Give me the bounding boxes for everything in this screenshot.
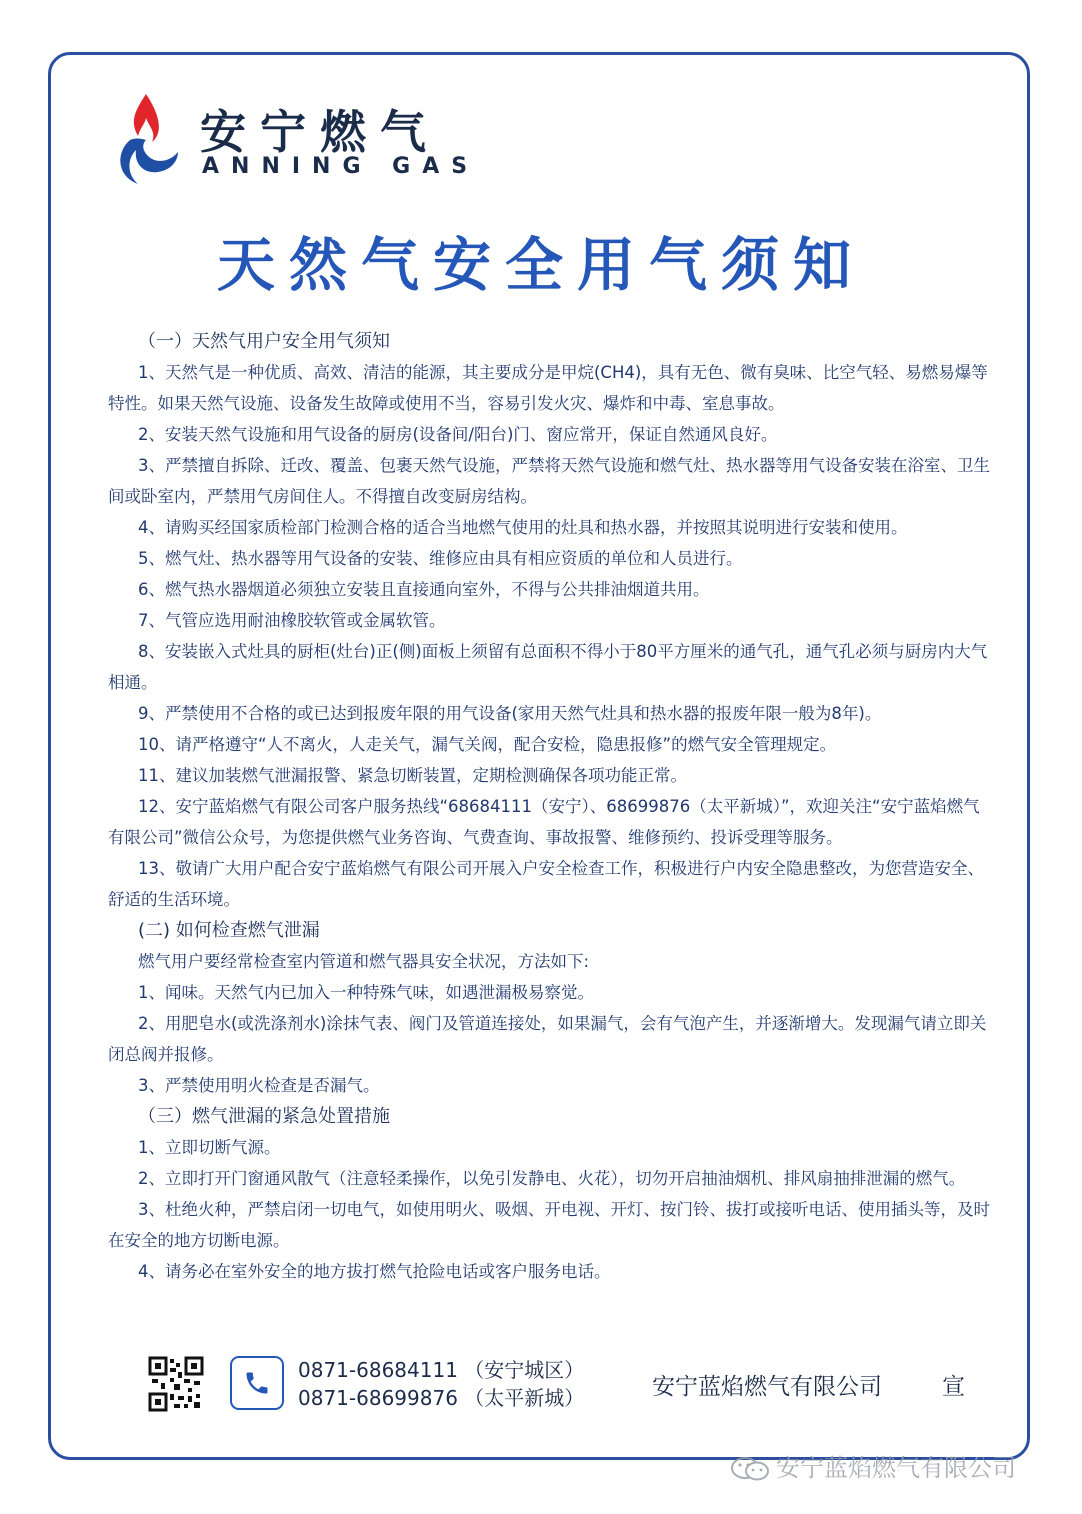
section-paragraph: 12、安宁蓝焰燃气有限公司客户服务热线“68684111（安宁）、68699876（太平新城）”，欢迎关注“安宁蓝焰燃气有限公司”微信公众号，为您提供燃气业务咨询、气费查询、事故报警、维修预约、投诉受理等服务。 <box>108 797 980 847</box>
section-paragraph: 7、气管应选用耐油橡胶软管或金属软管。 <box>138 611 446 630</box>
section-paragraph: 4、请务必在室外安全的地方拔打燃气抢险电话或客户服务电话。 <box>138 1262 611 1281</box>
section-paragraph: 13、敬请广大用户配合安宁蓝焰燃气有限公司开展入户安全检查工作，积极进行户内安全隐患整改，为您营造安全、舒适的生活环境。 <box>108 859 984 909</box>
hotline-number[interactable]: 0871-68684111 <box>298 1358 458 1382</box>
wechat-watermark <box>730 1448 1016 1483</box>
section-paragraph: 3、杜绝火种，严禁启闭一切电气，如使用明火、吸烟、开电视、开灯、按门铃、拔打或接听电话、使用插头等，及时在安全的地方切断电源。 <box>108 1200 990 1250</box>
watermark-text: 安宁蓝焰燃气有限公司 <box>776 1454 1016 1482</box>
section-heading: （三）燃气泄漏的紧急处置措施 <box>138 1106 390 1127</box>
section-heading: (二) 如何检查燃气泄漏 <box>138 920 320 941</box>
qr-code-icon[interactable] <box>148 1356 204 1412</box>
flame-logo-icon <box>112 90 182 190</box>
section-paragraph: 8、安装嵌入式灶具的厨柜(灶台)正(侧)面板上须留有总面积不得小于80平方厘米的通气孔，通气孔必须与厨房内大气相通。 <box>108 642 988 692</box>
section-paragraph: 1、天然气是一种优质、高效、清洁的能源，其主要成分是甲烷(CH4)，具有无色、微有臭味、比空气轻、易燃易爆等特性。如果天然气设施、设备发生故障或使用不当，容易引发火灾、爆炸和中毒、室息事故。 <box>108 363 988 413</box>
phone-icon <box>243 1369 271 1397</box>
section-paragraph: 燃气用户要经常检查室内管道和燃气器具安全状况，方法如下: <box>138 952 590 971</box>
section-paragraph: 2、用肥皂水(或洗涤剂水)涂抹气表、阀门及管道连接处，如果漏气，会有气泡产生，并逐渐增大。发现漏气请立即关闭总阀并报修。 <box>108 1014 987 1064</box>
hotline-list <box>298 1356 584 1412</box>
section-paragraph: 5、燃气灶、热水器等用气设备的安装、维修应由具有相应资质的单位和人员进行。 <box>138 549 743 568</box>
hotline-number[interactable]: 0871-68699876 <box>298 1386 458 1410</box>
notice-content <box>108 326 992 1287</box>
section-paragraph: 1、闻味。天然气内已加入一种特殊气味，如遇泄漏极易察觉。 <box>138 983 594 1002</box>
company-logo <box>112 90 492 190</box>
logo-name-cn: 安宁燃气 <box>200 105 440 159</box>
section-paragraph: 2、安装天然气设施和用气设备的厨房(设备间/阳台)门、窗应常开，保证自然通风良好。 <box>138 425 778 444</box>
logo-name-en: ANNING GAS <box>202 154 480 179</box>
hotline-area: （太平新城） <box>464 1386 585 1410</box>
hotline-area: （安宁城区） <box>464 1358 585 1382</box>
section-paragraph: 9、严禁使用不合格的或已达到报废年限的用气设备(家用天然气灶具和热水器的报废年限一般为8年)。 <box>138 704 882 723</box>
section-paragraph: 3、严禁擅自拆除、迁改、覆盖、包裹天然气设施，严禁将天然气设施和燃气灶、热水器等用气设备安装在浴室、卫生间或卧室内，严禁用气房间住人。不得擅自改变厨房结构。 <box>108 456 990 506</box>
phone-icon-box[interactable] <box>230 1356 284 1410</box>
section-heading: （一）天然气用户安全用气须知 <box>138 331 390 352</box>
section-paragraph: 10、请严格遵守“人不离火，人走关气，漏气关阀，配合安检，隐患报修”的燃气安全管理规定。 <box>138 735 837 754</box>
section-paragraph: 3、严禁使用明火检查是否漏气。 <box>138 1076 380 1095</box>
section-paragraph: 4、请购买经国家质检部门检测合格的适合当地燃气使用的灶具和热水器，并按照其说明进行安装和使用。 <box>138 518 908 537</box>
wechat-icon <box>730 1456 770 1482</box>
section-paragraph: 11、建议加装燃气泄漏报警、紧急切断装置，定期检测确保各项功能正常。 <box>138 766 687 785</box>
section-paragraph: 1、立即切断气源。 <box>138 1138 281 1157</box>
section-paragraph: 2、立即打开门窗通风散气（注意轻柔操作，以免引发静电、火花），切勿开启抽油烟机、排风扇抽排泄漏的燃气。 <box>138 1169 966 1188</box>
company-name: 安宁蓝焰燃气有限公司 <box>652 1374 882 1400</box>
page-title: 天然气安全用气须知 <box>216 231 865 299</box>
notice-footer <box>148 1356 1008 1416</box>
announce-mark: 宣 <box>942 1374 965 1400</box>
section-paragraph: 6、燃气热水器烟道必须独立安装且直接通向室外，不得与公共排油烟道共用。 <box>138 580 710 599</box>
